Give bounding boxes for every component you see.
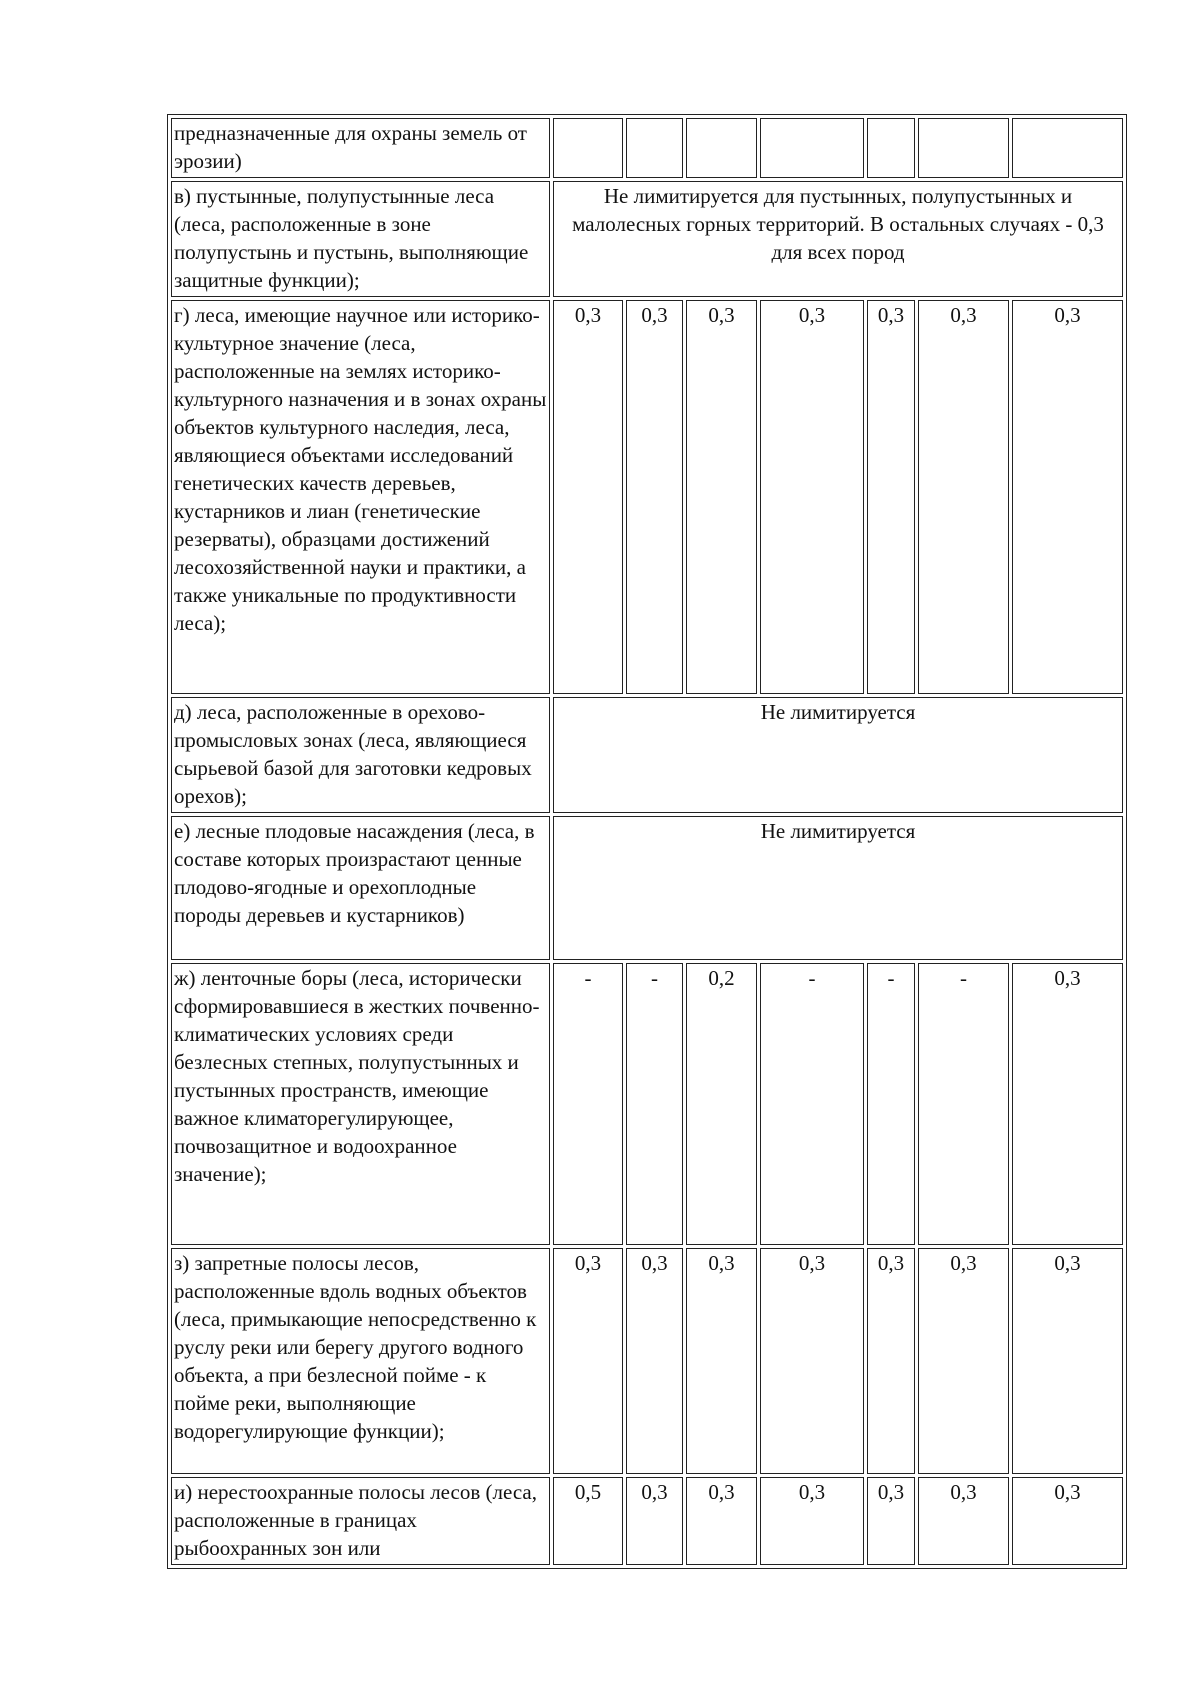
value-cell: 0,3 bbox=[867, 300, 915, 694]
value-cell: - bbox=[553, 963, 623, 1245]
row-label: предназначенные для охраны земель от эрозии) bbox=[171, 118, 550, 178]
table-row bbox=[171, 963, 1123, 1245]
value-cell: - bbox=[626, 963, 683, 1245]
value-cell: 0,3 bbox=[918, 1477, 1009, 1565]
value-cell: 0,2 bbox=[686, 963, 757, 1245]
merged-note-cell: Не лимитируется bbox=[553, 816, 1123, 960]
value-cell: 0,3 bbox=[1012, 300, 1123, 694]
value-cell: 0,3 bbox=[760, 1248, 864, 1474]
value-cell: 0,3 bbox=[1012, 1477, 1123, 1565]
row-label: в) пустынные, полупустынные леса (леса, расположенные в зоне полупустынь и пустынь, выполняющие защитные функции); bbox=[171, 181, 550, 297]
row-label: е) лесные плодовые насаждения (леса, в составе которых произрастают ценные плодово-ягодные и орехоплодные породы деревьев и кустарников) bbox=[171, 816, 550, 960]
value-cell: 0,3 bbox=[626, 300, 683, 694]
value-cell: 0,3 bbox=[760, 1477, 864, 1565]
value-cell: 0,3 bbox=[626, 1248, 683, 1474]
table-row bbox=[171, 181, 1123, 297]
value-cell: 0,3 bbox=[918, 300, 1009, 694]
merged-note-cell: Не лимитируется bbox=[553, 697, 1123, 813]
value-cell: - bbox=[867, 963, 915, 1245]
value-cell: 0,3 bbox=[686, 1477, 757, 1565]
table-row bbox=[171, 816, 1123, 960]
row-label: и) нерестоохранные полосы лесов (леса, расположенные в границах рыбоохранных зон или bbox=[171, 1477, 550, 1565]
value-cell: - bbox=[918, 963, 1009, 1245]
value-cell: 0,3 bbox=[760, 300, 864, 694]
value-cell bbox=[626, 118, 683, 178]
table-row bbox=[171, 1248, 1123, 1474]
value-cell: 0,3 bbox=[553, 300, 623, 694]
value-cell: 0,5 bbox=[553, 1477, 623, 1565]
row-label: г) леса, имеющие научное или историко-культурное значение (леса, расположенные на землях историко-культурного назначения и в зонах охраны объектов культурного наследия, леса, являющиеся объектами исследований генетических качеств деревьев, кустарников и лиан (генетические резерваты), образцами достижений лесохозяйственной науки и практики, а также уникальные по продуктивности леса); bbox=[171, 300, 550, 694]
value-cell: 0,3 bbox=[1012, 963, 1123, 1245]
row-label: ж) ленточные боры (леса, исторически сформировавшиеся в жестких почвенно-климатических условиях среди безлесных степных, полупустынных и пустынных пространств, имеющие важное климаторегулирующее, почвозащитное и водоохранное значение); bbox=[171, 963, 550, 1245]
row-label: д) леса, расположенные в орехово-промысловых зонах (леса, являющиеся сырьевой базой для заготовки кедровых орехов); bbox=[171, 697, 550, 813]
value-cell: 0,3 bbox=[626, 1477, 683, 1565]
value-cell bbox=[1012, 118, 1123, 178]
value-cell: 0,3 bbox=[867, 1248, 915, 1474]
value-cell: 0,3 bbox=[867, 1477, 915, 1565]
table-row bbox=[171, 697, 1123, 813]
table-row bbox=[171, 1477, 1123, 1565]
forest-norms-table bbox=[167, 114, 1127, 1569]
value-cell: - bbox=[760, 963, 864, 1245]
value-cell bbox=[867, 118, 915, 178]
value-cell bbox=[553, 118, 623, 178]
value-cell bbox=[760, 118, 864, 178]
value-cell: 0,3 bbox=[1012, 1248, 1123, 1474]
value-cell: 0,3 bbox=[686, 300, 757, 694]
table-row bbox=[171, 300, 1123, 694]
value-cell: 0,3 bbox=[918, 1248, 1009, 1474]
merged-note-cell: Не лимитируется для пустынных, полупустынных и малолесных горных территорий. В остальных случаях - 0,3 для всех пород bbox=[553, 181, 1123, 297]
value-cell: 0,3 bbox=[686, 1248, 757, 1474]
value-cell: 0,3 bbox=[553, 1248, 623, 1474]
value-cell bbox=[686, 118, 757, 178]
value-cell bbox=[918, 118, 1009, 178]
table-row bbox=[171, 118, 1123, 178]
row-label: з) запретные полосы лесов, расположенные вдоль водных объектов (леса, примыкающие непосредственно к руслу реки или берегу другого водного объекта, а при безлесной пойме - к пойме реки, выполняющие водорегулирующие функции); bbox=[171, 1248, 550, 1474]
